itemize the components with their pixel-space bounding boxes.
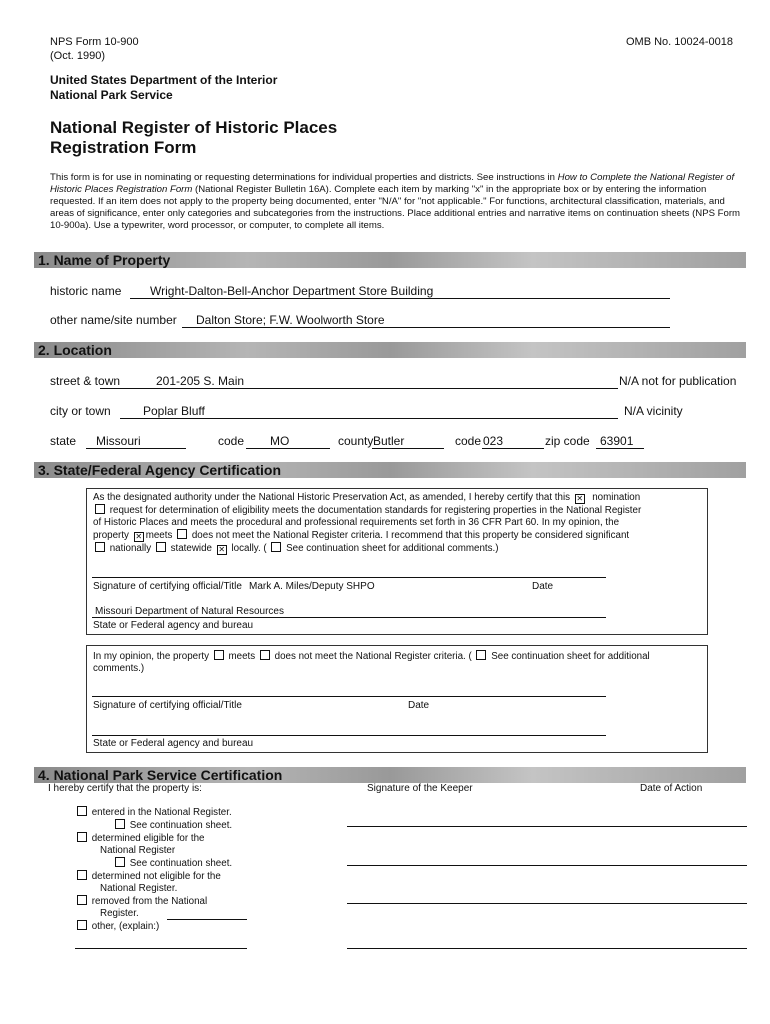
page-subtitle: Registration Form [50, 138, 197, 157]
entered-cont-checkbox[interactable] [115, 819, 125, 829]
locally-checkbox[interactable]: ✕ [218, 545, 226, 554]
state-code-field[interactable]: MO [270, 434, 290, 448]
nps-options: entered in the National Register. See continuation sheet. determined eligible for the National Register See continuation sheet. determined not eligible for the National Register. removed from the National Register. other, (explain:) [75, 806, 232, 933]
not-eligible-checkbox[interactable] [77, 870, 87, 880]
instructions: This form is for use in nominating or requesting determinations for individual properties and districts. See instructions in How to Complete the National Register of Historic Places Registration Form (National Register Bulletin 16A). Complete each item by marking "x" in the appropriate box or by entering the information requested. If an item does not apply to the property being documented, enter "N/A" for "not applicable." For functions, architectural classification, materials, and areas of significance, enter only categories and subcategories from the instructions. Place additional entries and narrative items on continuation sheets (NPS Form 10-900a). Use a typewriter, word processor, or computer, to complete all items. [50, 172, 741, 231]
date-label: Date [532, 581, 554, 592]
historic-name-field[interactable]: Wright-Dalton-Bell-Anchor Department Store Building [150, 284, 434, 298]
historic-name-label: historic name [50, 284, 122, 298]
b2-agency-label: State or Federal agency and bureau [93, 738, 254, 749]
b2-does-not-meet-checkbox[interactable] [260, 650, 270, 660]
section-4-header: 4. National Park Service Certification [34, 767, 746, 783]
removed-checkbox[interactable] [77, 895, 87, 905]
county-code-field[interactable]: 023 [483, 434, 504, 448]
state-label: state [50, 434, 77, 448]
code-label: code [218, 434, 245, 448]
date-of-action-label: Date of Action [640, 783, 703, 794]
b2-date-label: Date [408, 700, 430, 711]
agency-field[interactable]: Missouri Department of Natural Resources [95, 606, 284, 617]
eligible-checkbox[interactable] [77, 832, 87, 842]
form-date: (Oct. 1990) [50, 50, 106, 62]
section-1-header: 1. Name of Property [34, 252, 746, 268]
keeper-label: Signature of the Keeper [367, 783, 473, 794]
signature-label: Signature of certifying official/Title [93, 581, 242, 592]
city-label: city or town [50, 404, 111, 418]
other-checkbox[interactable] [77, 920, 87, 930]
nationally-checkbox[interactable] [95, 542, 105, 552]
street-label: street & town [50, 374, 121, 388]
nomination-checkbox[interactable]: ✕ [576, 494, 584, 503]
b2-signature-label: Signature of certifying official/Title [93, 700, 242, 711]
vicinity: N/A vicinity [624, 404, 683, 418]
county-label: county [338, 434, 374, 448]
agency-label: State or Federal agency and bureau [93, 620, 254, 631]
county-code-label: code [455, 434, 482, 448]
zip-label: zip code [545, 434, 590, 448]
omb-number: OMB No. 10024-0018 [626, 36, 734, 48]
page-title: National Register of Historic Places [50, 118, 338, 137]
county-field[interactable]: Butler [373, 434, 405, 448]
city-field[interactable]: Poplar Bluff [143, 404, 205, 418]
other-name-label: other name/site number [50, 313, 177, 327]
eligible-cont-checkbox[interactable] [115, 857, 125, 867]
form-number: NPS Form 10-900 [50, 36, 139, 48]
request-checkbox[interactable] [95, 504, 105, 514]
entered-checkbox[interactable] [77, 806, 87, 816]
b2-continuation-checkbox[interactable] [476, 650, 486, 660]
department: United States Department of the Interior [50, 73, 278, 87]
other-name-field[interactable]: Dalton Store; F.W. Woolworth Store [196, 313, 385, 327]
street-field[interactable]: 201-205 S. Main [156, 374, 245, 388]
section-2-header: 2. Location [34, 342, 746, 358]
zip-field[interactable]: 63901 [600, 434, 634, 448]
state-field[interactable]: Missouri [96, 434, 141, 448]
opinion-text: In my opinion, the property meets does not meet the National Register criteria. ( See continuation sheet for additional comments.) [93, 651, 650, 674]
b2-meets-checkbox[interactable] [214, 650, 224, 660]
meets-checkbox[interactable]: ✕ [135, 532, 143, 541]
nps-intro: I hereby certify that the property is: [48, 783, 202, 794]
certifying-official[interactable]: Mark A. Miles/Deputy SHPO [249, 581, 375, 592]
section-3-header: 3. State/Federal Agency Certification [34, 462, 746, 478]
continuation-checkbox[interactable] [271, 542, 281, 552]
not-for-publication: N/A not for publication [619, 374, 737, 388]
certification-text: As the designated authority under the National Historic Preservation Act, as amended, I hereby certify that this ✕ nomination request for determination of eligibility meets the documentation standards for registering properties in the National Register of Historic Places and meets the procedural and professional requirements set forth in 36 CFR Part 60. In my opinion, the property ✕ meets does not meet the National Register criteria. I recommend that this property be considered significant nationally statewide ✕ locally. ( See continuation sheet for additional comments.) [93, 492, 642, 554]
statewide-checkbox[interactable] [156, 542, 166, 552]
service: National Park Service [50, 88, 173, 102]
does-not-meet-checkbox[interactable] [177, 529, 187, 539]
